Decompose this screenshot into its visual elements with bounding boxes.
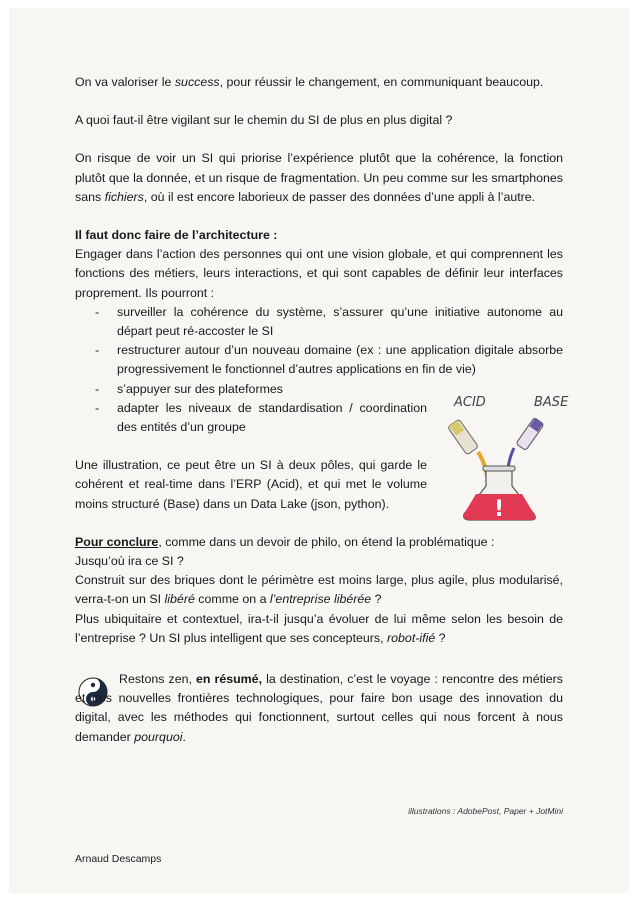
paragraph-success <box>75 73 563 92</box>
text-run: On risque de voir un SI qui priorise l’expérience plutôt que la cohérence, la fonction plutôt que la donnée, et un risque de fragmentation. Un peu comme sur les smartphones sans <box>75 151 563 204</box>
architecture-intro: Engager dans l’action des personnes qui ont une vision globale, et qui comprennent les fonctions des métiers, leurs interactions, et qui sont capables de définir leur interfaces proprement. Ils pourront : <box>75 247 563 300</box>
list-item: - restructurer autour d’un nouveau domaine (ex : une application digitale absorbe progressivement le fonctionnel d’autres applications en fin de vie) <box>75 341 563 379</box>
acid-label: ACID <box>454 395 486 410</box>
text-run: , où il est encore laborieux de passer des données d’une appli à l’autre. <box>143 189 536 204</box>
text-run: , comme dans un devoir de philo, on étend la problématique : <box>158 534 495 549</box>
paragraph-conclusion-4 <box>75 610 563 648</box>
list-item: - s’appuyer sur des plateformes <box>75 380 563 399</box>
text-run-italic: robot-ifié <box>387 630 436 645</box>
list-item: - surveiller la cohérence du système, s’assurer qu’une initiative autonome au départ peut ré-accoster le SI <box>75 303 563 341</box>
base-label: BASE <box>534 395 569 410</box>
text-run: ? <box>435 630 446 645</box>
text-run-bold: en résumé, <box>195 672 263 686</box>
paragraph-conclusion-2: Jusqu’où ira ce SI ? <box>75 554 184 569</box>
acid-base-flask-illustration <box>424 390 574 522</box>
text-run-italic: libéré <box>164 592 195 607</box>
text-run: Construit sur des briques dont le périmètre est moins large, plus agile, plus modularisé, verra-t-on un SI <box>75 573 563 607</box>
text-run: comme on a <box>194 592 270 607</box>
author-name: Arnaud Descamps <box>75 853 162 865</box>
text-run-italic: success <box>174 75 220 89</box>
text-run-italic: l’entreprise libérée <box>269 592 372 607</box>
text-run-italic: fichiers <box>104 189 144 204</box>
paragraph-conclusion-1 <box>75 533 563 552</box>
summary-block <box>75 670 563 747</box>
list-item: - adapter les niveaux de standardisation / coordination des entités d’un groupe <box>75 399 427 437</box>
text-run: la destination, c’est le voyage : rencontre des métiers et des nouvelles frontières technologiques, pour faire bon usage des innovation du digital, avec les méthodes qui fonctionnent, surtout celles qui nous forcent à nous demander <box>75 672 563 744</box>
text-run: , pour réussir le changement, en communiquant beaucoup. <box>219 75 544 89</box>
main-text <box>75 73 563 648</box>
text-run-italic: pourquoi <box>134 729 183 744</box>
text-run: On va valoriser le <box>75 75 175 89</box>
architecture-heading: Il faut donc faire de l’architecture : <box>75 228 278 243</box>
paragraph-conclusion-3 <box>75 571 563 609</box>
text-run: . <box>182 729 186 744</box>
flask-icon <box>464 466 536 522</box>
text-run: ? <box>371 592 382 607</box>
illustration-credit: illustrations : AdobePost, Paper + JotMini <box>408 806 563 816</box>
text-run: Plus ubiquitaire et contextuel, ira-t-il jusqu’a évoluer de lui même selon les besoin de l’entreprise ? Un SI plus intelligent que ses concepteurs, <box>75 611 563 645</box>
paragraph-summary <box>75 670 563 747</box>
paragraph-risk <box>75 149 563 207</box>
acid-pipette-icon <box>448 419 488 482</box>
paragraph-question: A quoi faut-il être vigilant sur le chemin du SI de plus en plus digital ? <box>75 113 453 128</box>
flask-symbol: ! <box>493 497 505 522</box>
text-run-bold: Pour conclure <box>75 534 159 549</box>
paragraph-illustration: Une illustration, ce peut être un SI à deux pôles, qui garde le cohérent et real-time dans l’ERP (Acid), et qui met le volume moins structuré (Base) dans un Data Lake (json, python). <box>75 458 427 511</box>
text-run: Restons zen, <box>119 672 196 686</box>
